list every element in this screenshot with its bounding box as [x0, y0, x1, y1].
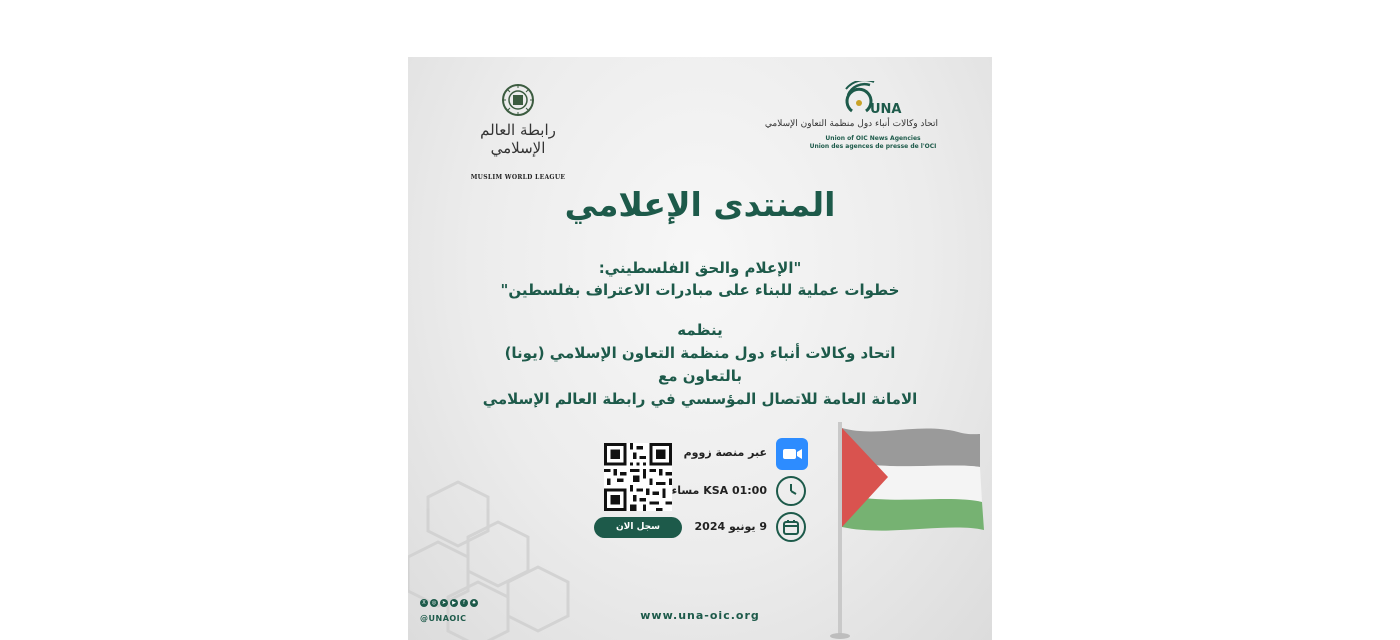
una-english-name: Union of OIC News Agencies [825, 135, 921, 142]
mwl-logo [468, 83, 568, 181]
mwl-english-name: MUSLIM WORLD LEAGUE [470, 174, 566, 181]
calendar-icon [776, 512, 806, 542]
telegram-icon[interactable]: ➤ [441, 600, 447, 606]
register-button[interactable]: سجل الان [594, 517, 682, 538]
clock-icon [776, 476, 806, 506]
event-poster [408, 57, 992, 640]
mwl-emblem-icon [501, 83, 535, 117]
x-icon[interactable]: X [420, 599, 428, 607]
organizer-name: اتحاد وكالات أنباء دول منظمة التعاون الإسلامي (يونا) [504, 344, 896, 362]
palestine-flag [828, 422, 988, 640]
collaborator-name: الامانة العامة للاتصال المؤسسي في رابطة العالم الإسلامي [482, 390, 918, 408]
facebook-icon[interactable]: f [460, 599, 468, 607]
social-icons [420, 599, 482, 609]
event-subtitle-line2: خطوات عملية للبناء على مبادرات الاعتراف بفلسطين" [500, 281, 900, 299]
qr-code[interactable] [604, 443, 672, 511]
organizer-label: ينظمه [677, 321, 723, 339]
platform-text: عبر منصة زووم [683, 446, 767, 459]
website-link[interactable]: www.una-oic.org [640, 609, 760, 622]
svg-text:UNA: UNA [870, 102, 902, 117]
time-value: KSA 01:00 مساء [671, 484, 767, 497]
social-handle: @UNAOIC [420, 614, 467, 623]
collaboration-label: بالتعاون مع [657, 367, 742, 385]
event-subtitle-line1: "الإعلام والحق الفلسطيني: [598, 259, 802, 277]
una-logo [764, 81, 938, 161]
video-camera-icon [776, 438, 808, 470]
snapchat-icon[interactable]: ♠ [471, 600, 477, 606]
youtube-icon[interactable]: ▶ [450, 599, 458, 607]
una-arabic-name: اتحاد وكالات أنباء دول منظمة التعاون الإسلامي [764, 119, 938, 129]
una-french-name: Union des agences de presse de l'OCI [809, 143, 937, 150]
date-text: 9 يونيو 2024 [694, 520, 767, 533]
una-mark-icon [844, 81, 904, 117]
mwl-arabic-name: رابطة العالم الإسلامي [480, 121, 556, 157]
event-title: المنتدى الإعلامي [564, 185, 836, 224]
time-text [672, 484, 767, 497]
instagram-icon[interactable]: ◎ [431, 600, 437, 606]
